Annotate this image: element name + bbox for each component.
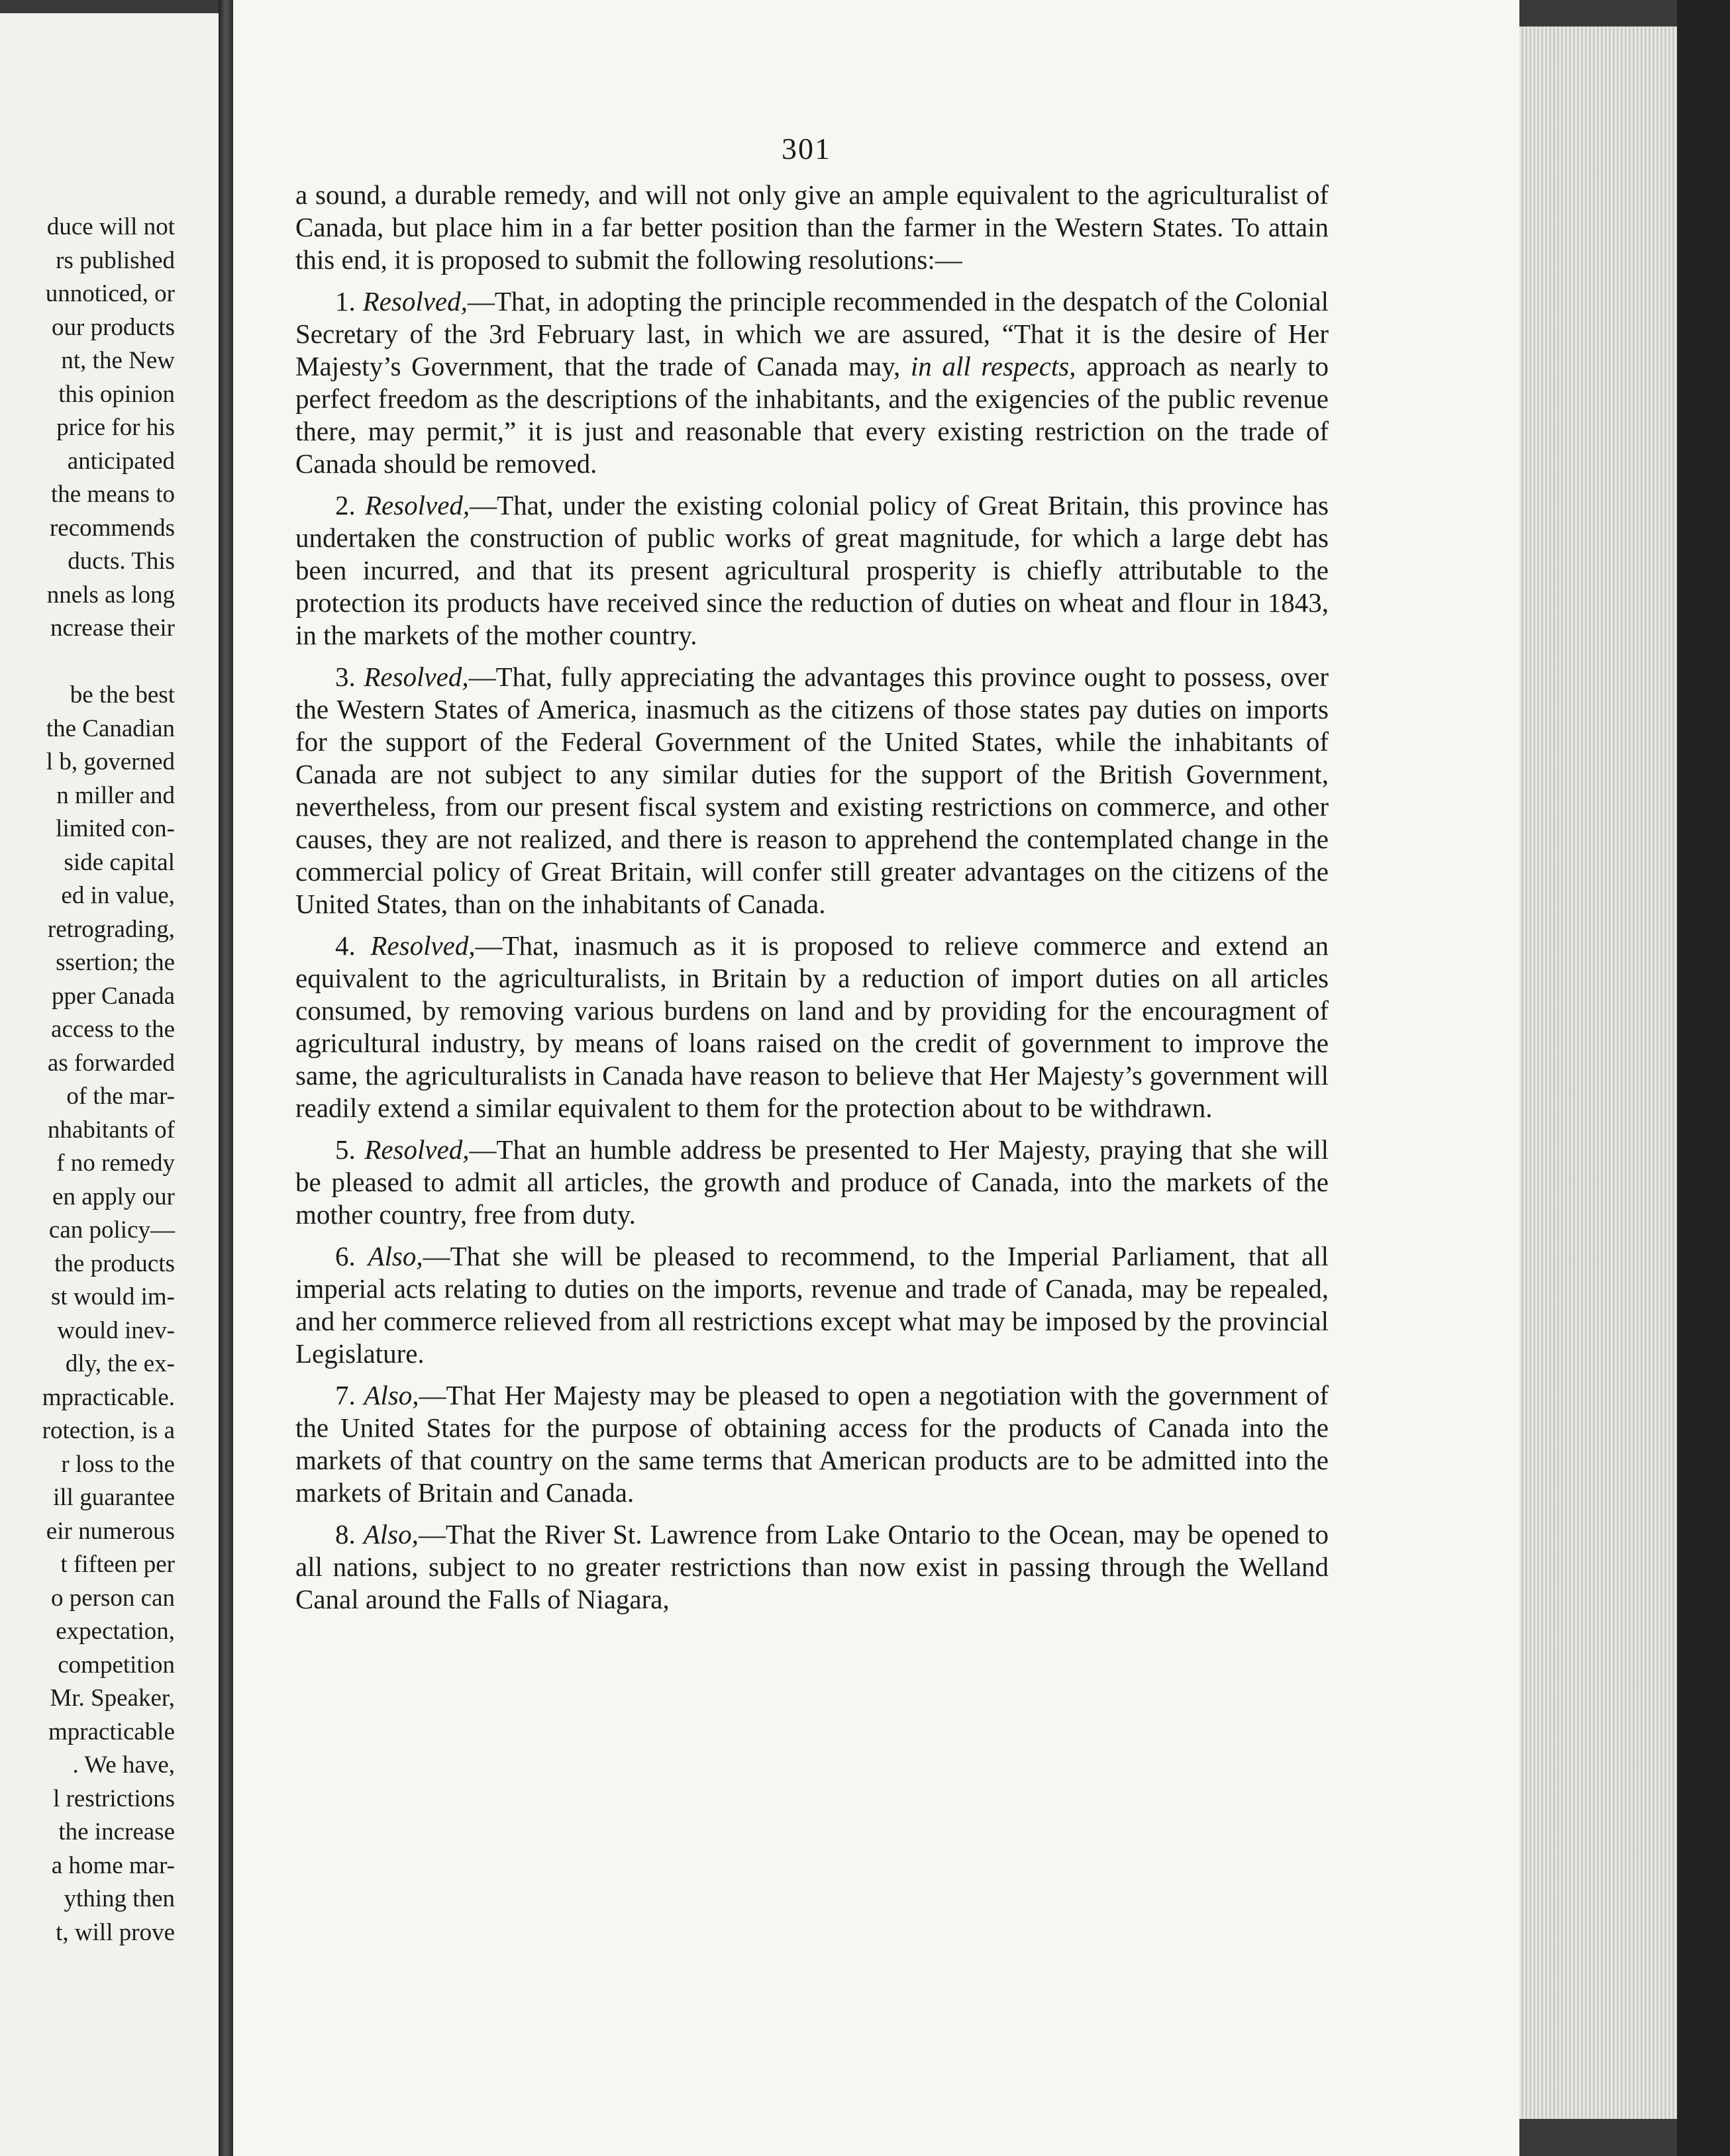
page-number: 301 — [782, 132, 831, 166]
resolution-keyword: Also, — [368, 1241, 423, 1271]
resolution-paragraph — [295, 285, 1329, 480]
resolution-number: 4. — [335, 930, 356, 961]
left-page-line: would inev- — [57, 1316, 175, 1344]
left-page-line: our products — [52, 313, 175, 341]
page-edges — [1519, 26, 1677, 2119]
left-page-line: Mr. Speaker, — [50, 1685, 175, 1712]
resolution-text: —That an humble address be presented to Her Majesty, praying that she will be pleased to admit all articles, the growth and produce of Canada, into the markets of the mother country, free from duty. — [295, 1134, 1329, 1230]
resolution-text-continued: approach as nearly to perfect freedom as the descriptions of the inhabitants, and the exigencies of the public revenue there, may permit,” it is just and reasonable that every existing restriction on the trade of Canada should be removed. — [295, 351, 1329, 479]
left-page-line: access to the — [51, 1016, 175, 1043]
resolution-keyword: Resolved, — [362, 286, 468, 317]
left-page-line: competition — [58, 1651, 175, 1679]
left-page-line: ssertion; the — [56, 949, 175, 976]
resolution-number: 8. — [335, 1519, 356, 1549]
resolution-text: —That, inasmuch as it is proposed to relieve commerce and extend an equivalent to the agriculturalists, in Britain by a reduction of import duties on all articles consumed, by removing various burdens on land and by providing for the encouragment of agricultural industry, by means of loans raised on the credit of government to improve the same, the agriculturalists in Canada have reason to believe that Her Majesty’s government will readily extend a similar equivalent to them for the protection about to be withdrawn. — [295, 930, 1329, 1123]
resolution-number: 1. — [335, 286, 356, 317]
left-page-line: eir numerous — [46, 1517, 175, 1545]
resolution-number: 5. — [335, 1134, 356, 1165]
left-page-line: t fifteen per — [60, 1551, 175, 1578]
resolution-paragraph — [295, 1518, 1329, 1616]
left-page-line: mpracticable. — [42, 1383, 175, 1411]
left-page-line: recommends — [49, 514, 175, 542]
resolution-keyword: Resolved, — [364, 662, 469, 692]
left-page-line: . We have, — [72, 1751, 175, 1779]
left-page-line: retrograding, — [47, 915, 175, 943]
left-page-line: side capital — [64, 848, 175, 876]
left-page-line: nt, the New — [61, 347, 175, 374]
resolution-text: —That, in adopting the principle recommended in the despatch of the Colonial Secretary of the 3rd February last, in which we are assured, “That it is the desire of Her Majesty’s Government, that the trade of Canada may, — [295, 286, 1329, 381]
resolution-keyword: Resolved, — [370, 930, 476, 961]
left-page-text — [0, 211, 175, 1949]
resolution-keyword: Also, — [363, 1519, 419, 1549]
resolution-paragraph — [295, 1379, 1329, 1509]
left-page — [0, 13, 219, 2156]
resolution-paragraph — [295, 930, 1329, 1124]
left-page-line: as forwarded — [47, 1049, 175, 1077]
left-page-line: ducts. This — [68, 548, 175, 575]
left-page-line: o person can — [51, 1584, 175, 1612]
left-page-line: unnoticed, or — [45, 280, 175, 307]
left-page-line: this opinion — [58, 380, 175, 408]
resolution-keyword: Also, — [364, 1380, 419, 1410]
scan-backdrop — [1677, 0, 1730, 2156]
resolution-number: 6. — [335, 1241, 356, 1271]
left-page-line: rs published — [56, 246, 175, 274]
left-page-line: n miller and — [56, 781, 175, 809]
resolution-text: —That she will be pleased to recommend, to the Imperial Parliament, that all imperial acts relating to duties on the imports, revenue and trade of Canada, may be repealed, and her commerce relieved from all restrictions except what may be imposed by the provincial Legislature. — [295, 1241, 1329, 1369]
intro-paragraph: a sound, a durable remedy, and will not only give an ample equivalent to the agriculturalist of Canada, but place him in a far better position than the farmer in the Western States. To attain this end, it is proposed to submit the following resolutions:— — [295, 179, 1329, 275]
resolution-keyword: Resolved, — [364, 1134, 470, 1165]
left-page-line: the means to — [50, 481, 175, 508]
left-page-line: of the mar- — [66, 1083, 175, 1110]
left-page-line: l b, governed — [46, 748, 175, 775]
left-page-line: rotection, is a — [42, 1417, 175, 1444]
left-page-line: nhabitants of — [47, 1116, 175, 1144]
left-page-line: t, will prove — [56, 1918, 175, 1946]
left-page-line: the Canadian — [46, 714, 175, 742]
resolutions-list — [295, 285, 1329, 1616]
left-page-line: expectation, — [56, 1618, 175, 1645]
resolution-text: —That Her Majesty may be pleased to open a negotiation with the government of the United States for the purpose of obtaining access for the products of Canada into the markets of that country on the same terms that American products are to be admitted into the markets of Britain and Canada. — [295, 1380, 1329, 1508]
resolution-number: 3. — [335, 662, 356, 692]
book-gutter — [219, 0, 233, 2156]
resolution-number: 7. — [335, 1380, 356, 1410]
resolution-paragraph — [295, 1134, 1329, 1231]
left-page-line: nnels as long — [46, 581, 175, 609]
left-page-line: st would im- — [50, 1283, 175, 1310]
left-page-line: ything then — [64, 1885, 175, 1912]
left-page-line: ed in value, — [61, 882, 175, 909]
resolution-keyword: Resolved, — [364, 490, 470, 520]
left-page-line: ncrease their — [50, 614, 175, 642]
resolution-text: —That, fully appreciating the advantages this province ought to possess, over the Western States of America, inasmuch as the citizens of those states pay duties on imports for the support of the Federal Government of the United States, while the inhabitants of Canada are not subject to any similar duties for the support of the British Government, nevertheless, from our present fiscal system and existing restrictions on commerce, and other causes, they are not realized, and there is reason to apprehend the contemplated change in the commercial policy of Great Britain, will confer still greater advantages on the citizens of the United States, than on the inhabitants of Canada. — [295, 662, 1329, 919]
left-page-line — [0, 646, 175, 679]
left-page-line: f no remedy — [56, 1150, 175, 1177]
left-page-line: r loss to the — [61, 1450, 175, 1478]
left-page-line: can policy— — [48, 1216, 175, 1244]
left-page-line: limited con- — [56, 815, 175, 842]
left-page-line: l restrictions — [53, 1785, 175, 1812]
left-page-line: duce will not — [46, 213, 175, 240]
resolution-paragraph — [295, 489, 1329, 652]
resolution-emphasis: in all respects, — [910, 351, 1076, 381]
left-page-line: ill guarantee — [53, 1484, 175, 1511]
left-page-line: price for his — [56, 414, 175, 441]
left-page-line: dly, the ex- — [65, 1350, 175, 1377]
resolution-text: —That the River St. Lawrence from Lake Ontario to the Ocean, may be opened to all nations, subject to no greater restrictions than now exist in passing through the Welland Canal around the Falls of Niagara, — [295, 1519, 1329, 1614]
left-page-line: the increase — [58, 1818, 175, 1845]
left-page-line: a home mar- — [51, 1851, 175, 1879]
resolution-paragraph — [295, 1240, 1329, 1370]
body-text — [295, 179, 1329, 1625]
resolution-text: —That, under the existing colonial policy of Great Britain, this province has undertaken the construction of public works of great magnitude, for which a large debt has been incurred, and that its present agricultural prosperity is chiefly attributable to the protection its products have received since the reduction of duties on wheat and flour in 1843, in the markets of the mother country. — [295, 490, 1329, 650]
resolution-number: 2. — [335, 490, 356, 520]
left-page-line: be the best — [70, 681, 175, 709]
left-page-line: the products — [54, 1250, 175, 1277]
left-page-line: mpracticable — [48, 1718, 175, 1745]
left-page-line: anticipated — [67, 447, 175, 475]
left-page-line: pper Canada — [52, 982, 175, 1010]
resolution-paragraph — [295, 661, 1329, 920]
left-page-line: en apply our — [52, 1183, 175, 1210]
